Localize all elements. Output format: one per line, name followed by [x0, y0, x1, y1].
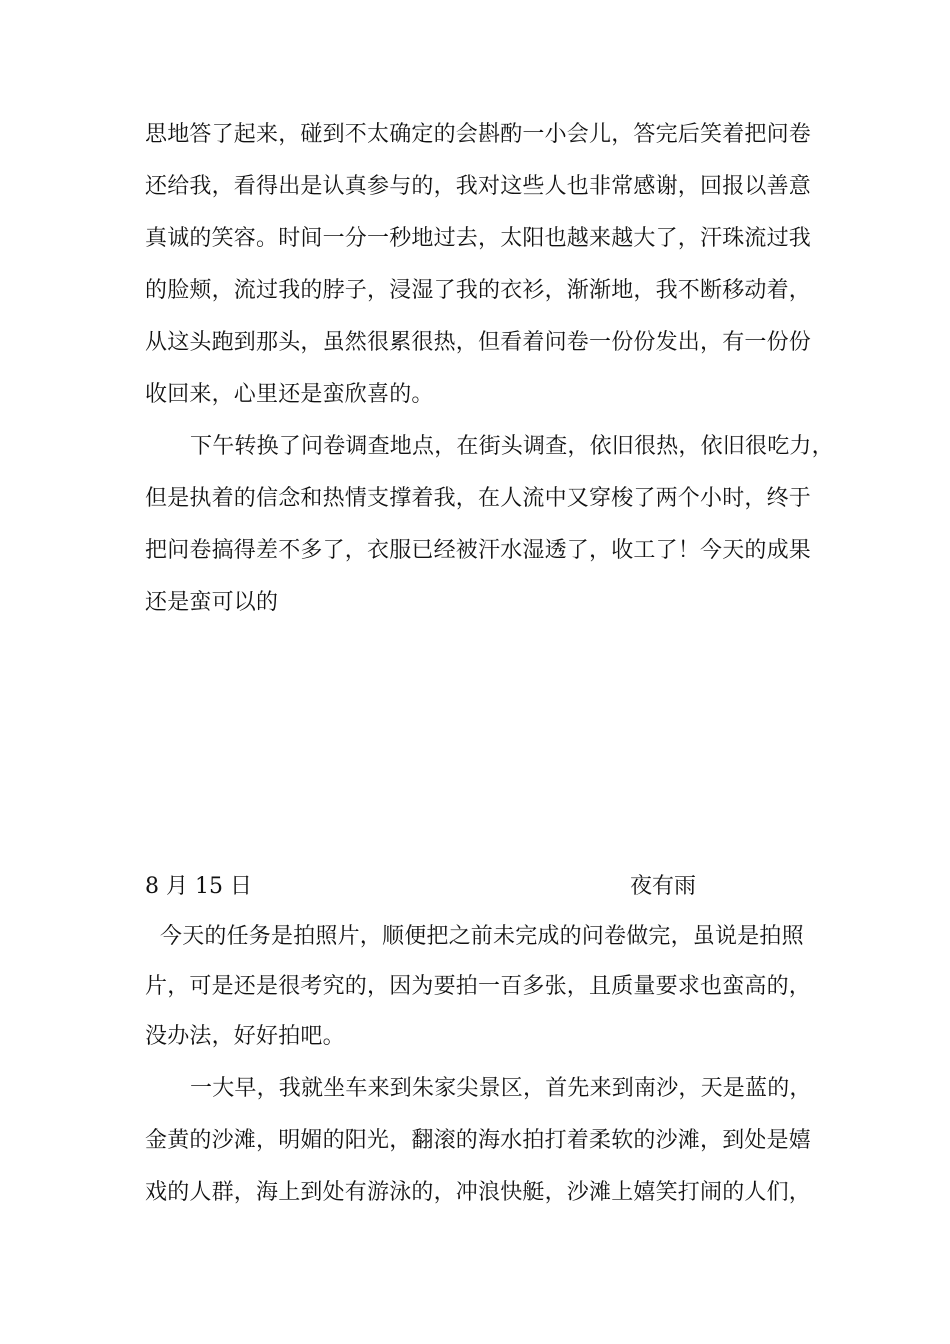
- paragraph-line: 金黄的沙滩，明媚的阳光，翻滚的海水拍打着柔软的沙滩，到处是嬉: [145, 1128, 812, 1153]
- paragraph-line: 没办法，好好拍吧。: [145, 1024, 345, 1049]
- entry-date: 8 月 15 日: [145, 874, 252, 899]
- paragraph-line: 今天的任务是拍照片，顺便把之前未完成的问卷做完，虽说是拍照: [160, 924, 804, 949]
- paragraph-line: 真诚的笑容。时间一分一秒地过去，太阳也越来越大了，汗珠流过我: [145, 226, 812, 251]
- paragraph-line: 从这头跑到那头，虽然很累很热，但看着问卷一份份发出，有一份份: [145, 330, 812, 355]
- paragraph-line: 但是执着的信念和热情支撑着我，在人流中又穿梭了两个小时，终于: [145, 486, 812, 511]
- paragraph-line: 片，可是还是很考究的，因为要拍一百多张，且质量要求也蛮高的，: [145, 974, 812, 999]
- paragraph-line: 戏的人群，海上到处有游泳的，冲浪快艇，沙滩上嬉笑打闹的人们，: [145, 1180, 812, 1205]
- entry-weather: 夜有雨: [630, 874, 697, 899]
- paragraph-line: 的脸颊，流过我的脖子，浸湿了我的衣衫，渐渐地，我不断移动着，: [145, 278, 812, 303]
- paragraph-line: 思地答了起来，碰到不太确定的会斟酌一小会儿，答完后笑着把问卷: [145, 122, 812, 147]
- paragraph-line: 下午转换了问卷调查地点，在街头调查，依旧很热，依旧很吃力，: [190, 434, 834, 459]
- paragraph-line: 还是蛮可以的: [145, 590, 279, 615]
- paragraph-line: 把问卷搞得差不多了，衣服已经被汗水湿透了，收工了！今天的成果: [145, 538, 812, 563]
- paragraph-line: 还给我，看得出是认真参与的，我对这些人也非常感谢，回报以善意: [145, 174, 812, 199]
- paragraph-line: 一大早，我就坐车来到朱家尖景区，首先来到南沙，天是蓝的，: [190, 1076, 812, 1101]
- paragraph-line: 收回来，心里还是蛮欣喜的。: [145, 382, 434, 407]
